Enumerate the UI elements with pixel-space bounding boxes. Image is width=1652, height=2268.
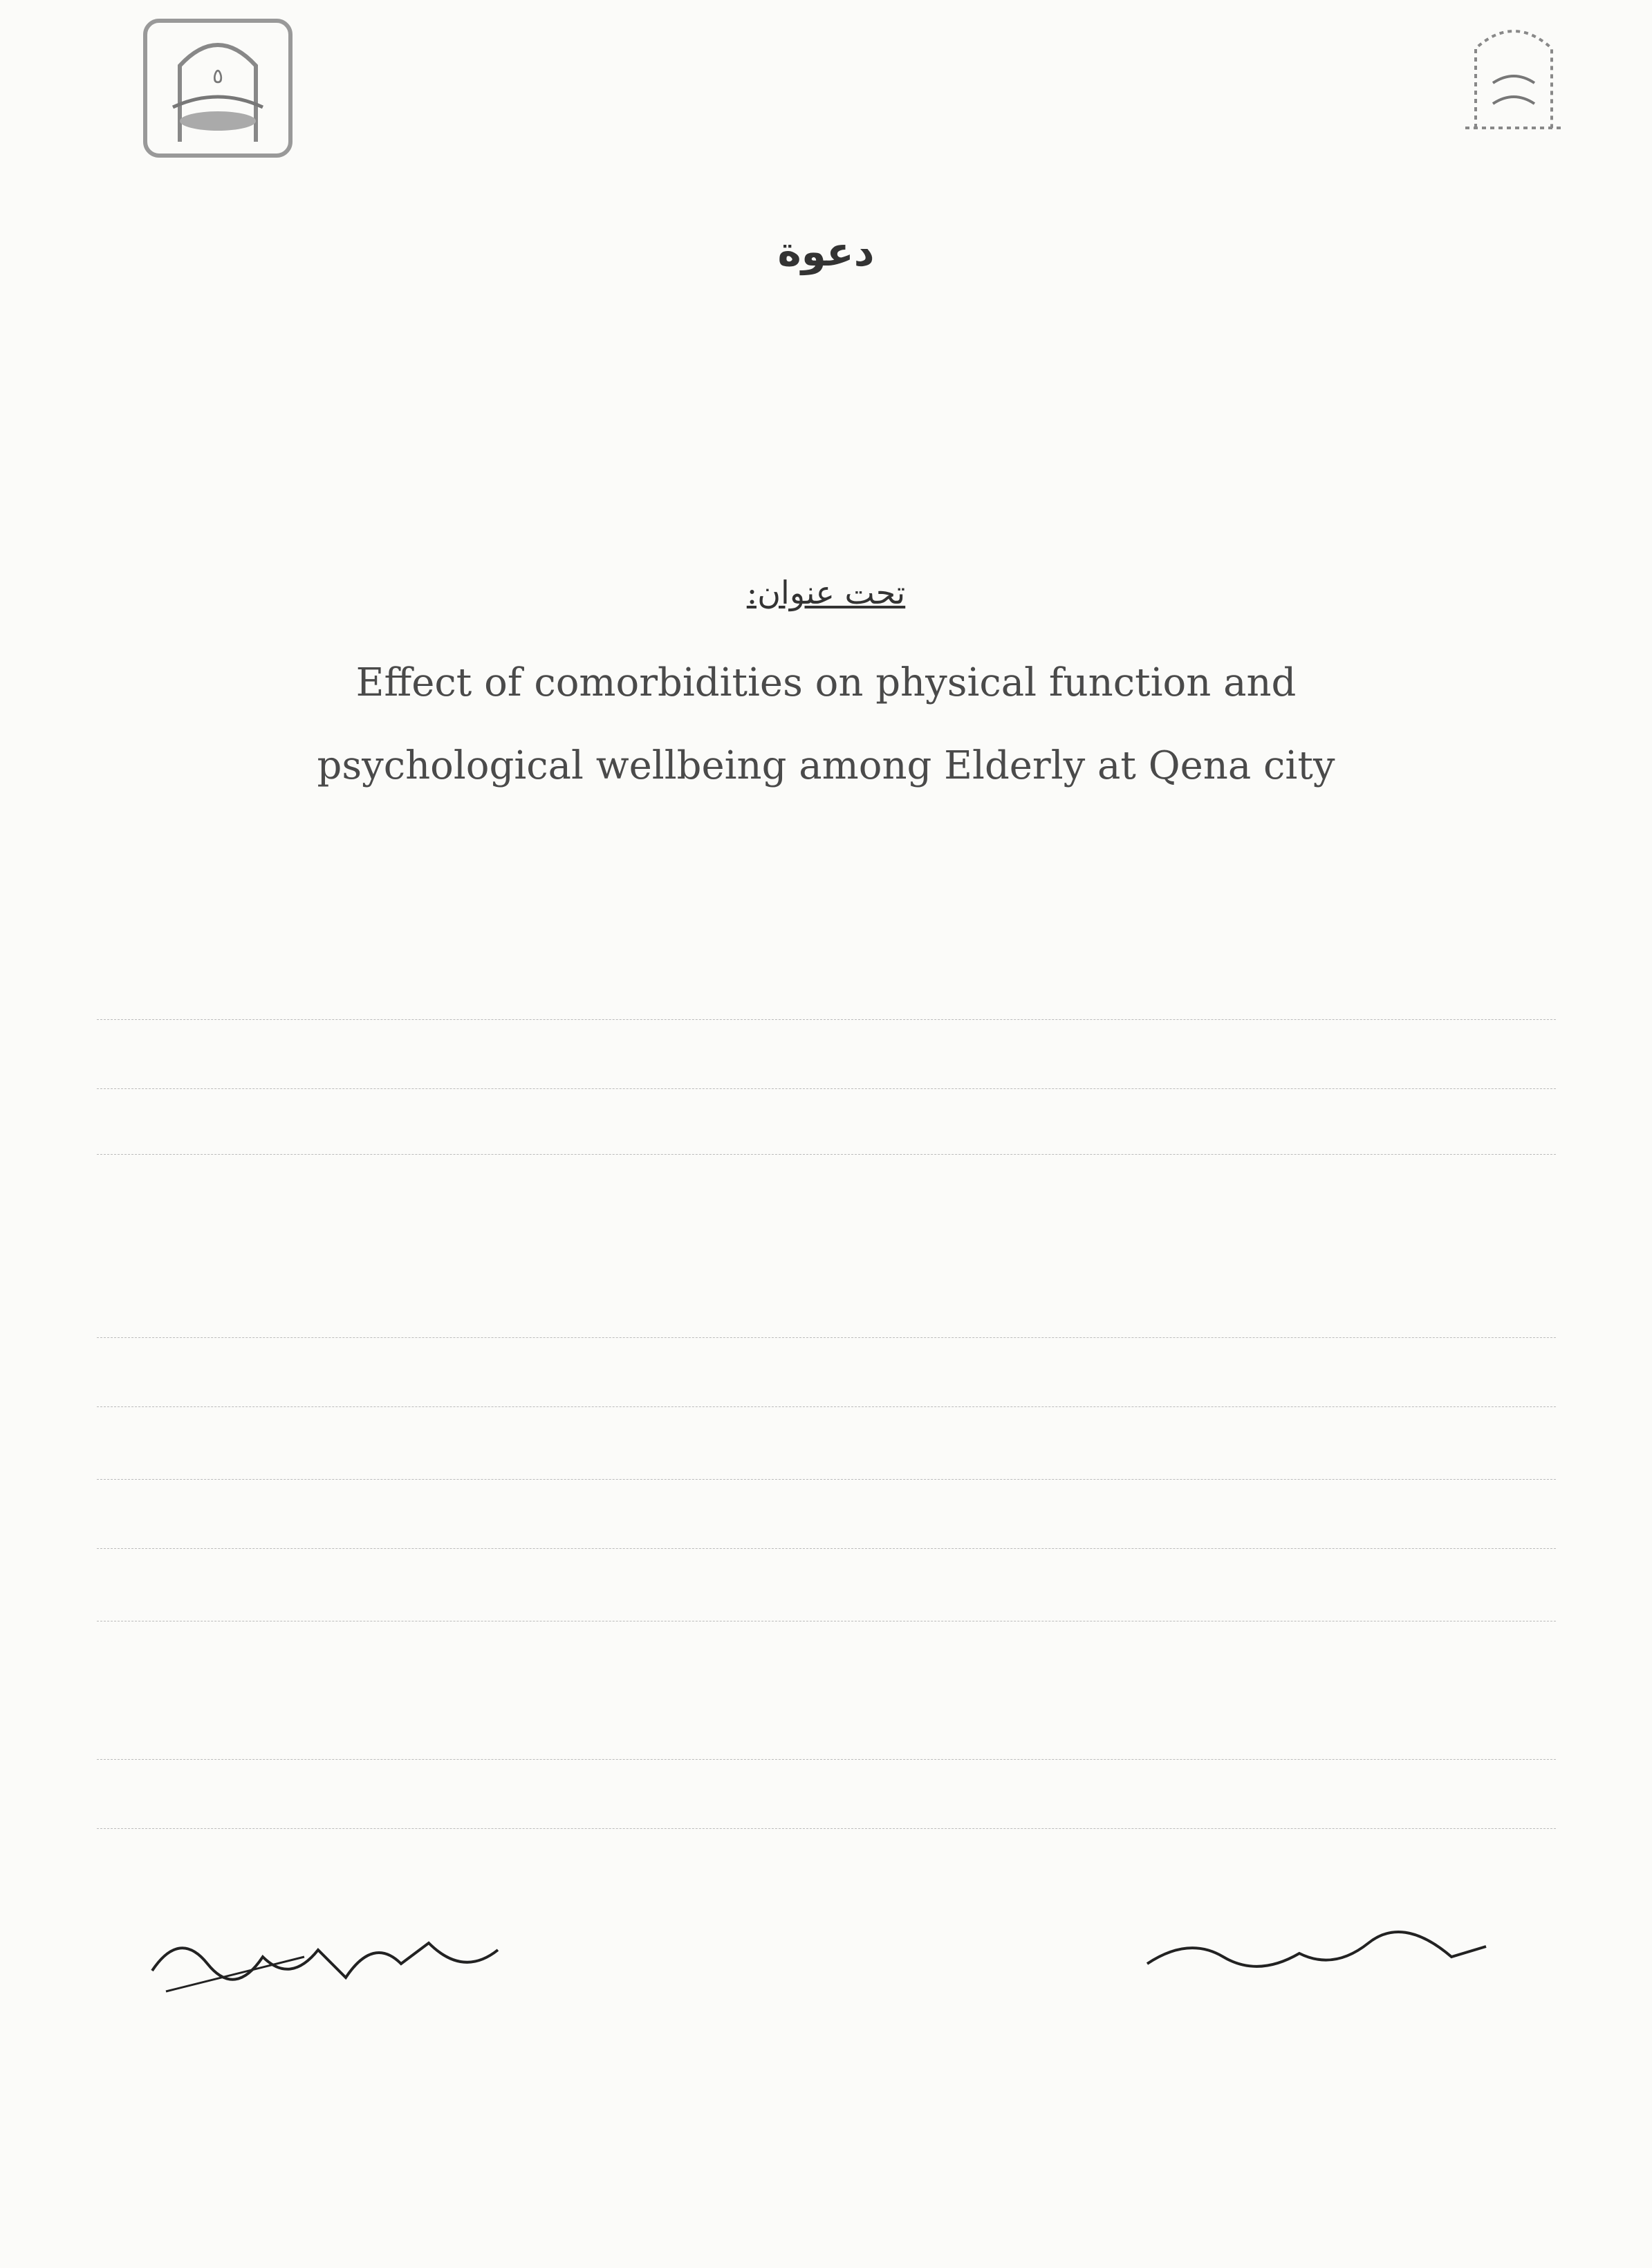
dean-signature [138, 1915, 526, 2012]
supervision-row [97, 1124, 1556, 1155]
under-title-heading: تحت عنوان: [746, 574, 906, 611]
dean-signature-block [90, 1915, 574, 2018]
svg-text:٥: ٥ [212, 64, 224, 89]
thesis-title-en-line-1: Effect of comorbidities on physical function and [355, 660, 1297, 705]
supervision-row [97, 989, 1556, 1020]
university-logo [1438, 7, 1590, 138]
faculty-logo [131, 17, 304, 162]
thesis-title-en-line-2: psychological wellbeing among Elderly at Qena city [317, 743, 1335, 788]
head-signature [1126, 1915, 1514, 1991]
discussion-row [97, 1307, 1556, 1338]
discussion-row [97, 1449, 1556, 1480]
head-signature-block [1078, 1915, 1562, 1998]
discussion-row [97, 1590, 1556, 1621]
date-venue-line [97, 1729, 1556, 1760]
discussion-row [97, 1376, 1556, 1407]
date-venue-line [97, 1798, 1556, 1829]
invitation-title: دعوة [777, 228, 875, 275]
supervision-row [97, 1058, 1556, 1089]
discussion-row [97, 1518, 1556, 1549]
